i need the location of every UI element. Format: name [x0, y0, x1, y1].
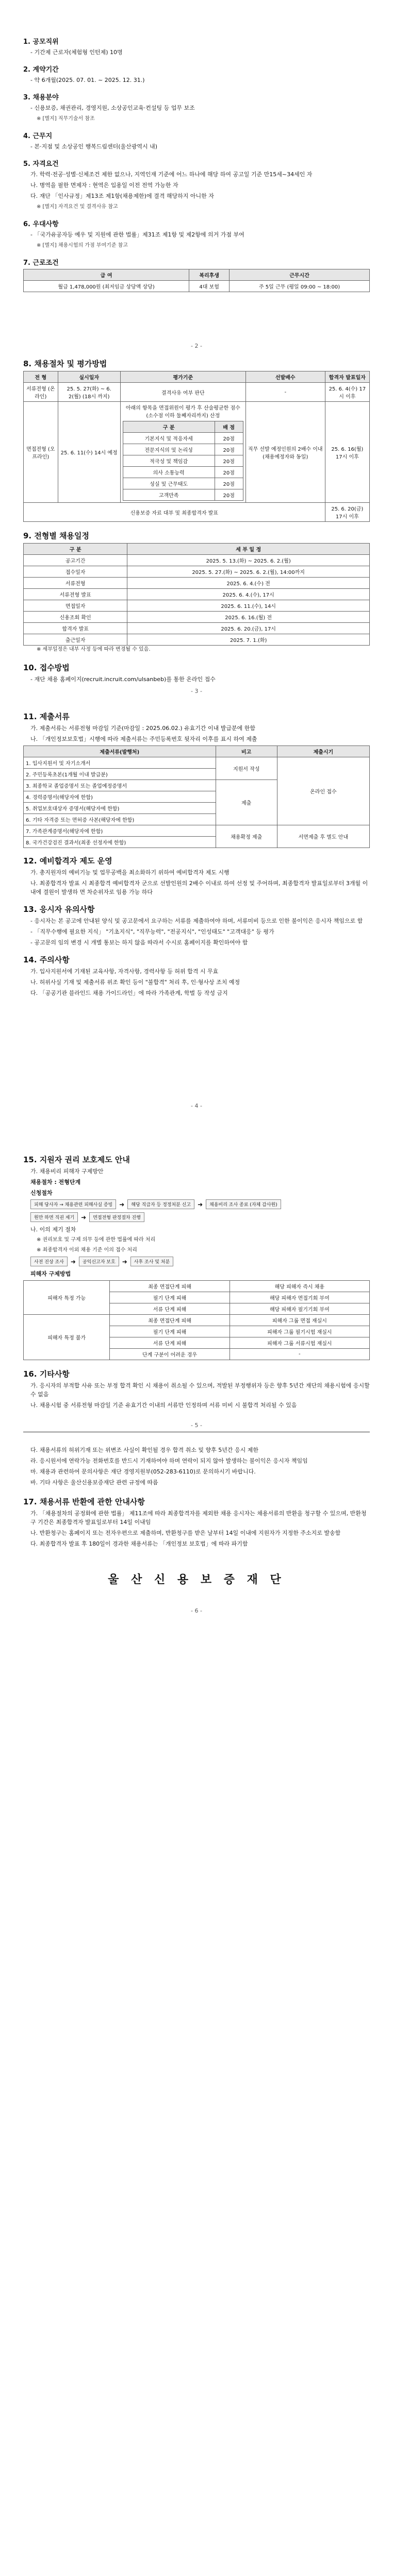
section-item: - 신용보증, 채권관리, 경영지원, 소상공인교육·컨설팅 등 업무 보조	[30, 105, 195, 111]
section-item: 다. 「공공기관 블라인드 채용 가이드라인」에 따라 가족관계, 학벌 등 작성 금지	[30, 990, 228, 996]
criteria-table	[123, 421, 243, 501]
remark: ※ 최종합격자 이외 채용 기준 이의 접수 처리	[37, 1247, 137, 1253]
section-item: - 기간제 근로자(체험형 인턴제) 10명	[30, 49, 123, 56]
table-cell: 단계 구분이 어려운 경우	[110, 1349, 230, 1360]
table-title: 피해자 구제방법	[30, 1270, 71, 1277]
section-item: 다. 재단 「인사규정」제13조 제1항(채용제한)에 결격 해당하지 아니한 자	[30, 193, 214, 199]
section-note: ※ [별지] 자격요건 및 결격사유 참고	[37, 204, 118, 210]
table-cell: 7. 가족관계증명서(해당자에 한함)	[24, 825, 216, 837]
page-number: - 3 -	[191, 688, 202, 694]
table-cell: 제출	[216, 780, 277, 825]
table-cell: -	[230, 1349, 369, 1360]
working-conditions-table	[23, 269, 370, 292]
table-cell: 최종 면접단계 피해	[110, 1315, 230, 1326]
table-cell: 필기 단계 피해	[110, 1326, 230, 1337]
table-cell: 피해자 그룹 서류시험 재실시	[230, 1337, 369, 1349]
page-number: - 6 -	[191, 1607, 202, 1614]
table-cell: 서면제출 후 별도 안내	[277, 825, 369, 848]
table-cell: 기본지식 및 적응자세	[123, 433, 215, 444]
section-item: 가. 제출서류는 서류전형 마감일 기준(마감일 : 2025.06.02.) 유효기간 이내 발급분에 한함	[30, 725, 256, 732]
table-cell: 2025. 6. 4.(수) 전	[127, 578, 370, 589]
table-cell: 해당 피해자 필기기회 부여	[230, 1303, 369, 1315]
table-cell: 출근일자	[24, 634, 127, 646]
table-cell: 서류전형 발표	[24, 589, 127, 600]
table-cell: 20점	[215, 455, 243, 467]
organization-footer: 울 산 신 용 보 증 재 단	[108, 1573, 285, 1586]
page-number: - 2 -	[191, 343, 202, 349]
section-item: - 본·지점 및 소상공인 행복드림센터(울산광역시 내)	[30, 143, 158, 150]
table-cell: 5. 취업보호대상자 증명서(해당자에 한함)	[24, 803, 216, 814]
section-item: 가. 총지원자의 예비기능 및 업무공백을 최소화하기 위하여 예비합격자 제도 시행	[30, 869, 230, 876]
flow-step: 면접전형 판정절차 진행	[89, 1212, 144, 1222]
table-cell: 2025. 6. 11.(수), 14시	[127, 600, 370, 612]
section-heading: 16. 기타사항	[23, 1369, 70, 1379]
table-header: 복리후생	[189, 269, 230, 281]
table-header: 배 점	[215, 421, 243, 433]
table-cell: 20점	[215, 467, 243, 478]
section-item: 나. 「개인정보보호법」시행에 따라 제출서류는 주민등록번호 뒷자리 이후를 표시 하여 제출	[30, 736, 257, 742]
section-item: 다. 최종합격자 발표 후 180일이 경과한 채용서류는 「개인정보 보호법」에 따라 파기함	[30, 1540, 248, 1547]
flow-label: 신청절차	[30, 1190, 53, 1196]
table-cell: 고객만족	[123, 489, 215, 501]
section-heading: 8. 채용절차 및 평가방법	[23, 359, 107, 368]
table-cell: 피해자 그룹 면접 재실시	[230, 1315, 369, 1326]
flow-label: 채용절차 : 전형단계	[30, 1179, 81, 1185]
section-heading: 5. 자격요건	[23, 160, 59, 168]
table-cell: 2025. 5. 27.(화) ~ 2025. 6. 2.(월), 14:00까지	[127, 566, 370, 578]
table-header: 제출서류(발행처)	[24, 746, 216, 757]
arrow-right-icon: ➜	[81, 1213, 87, 1221]
table-cell: -	[245, 383, 325, 402]
table-header: 세 부 일 정	[127, 544, 370, 555]
table-header: 제출시기	[277, 746, 369, 757]
section-heading: 12. 예비합격자 제도 운영	[23, 856, 112, 866]
section-item: 나. 최종합격자 발표 시 최종합격 예비합격자 군으로 선발인원의 2배수 이내로 하여 선정 및 주어하며, 최종합격자 발표일로부터 3개월 이내에 결원이 발생하 면 차순위자로 임용 가능 하다	[30, 880, 368, 895]
table-cell: 채용확정 제출	[216, 825, 277, 848]
flow-step: 채용비리 조사 종료 (자체 감사원)	[206, 1199, 281, 1209]
section-item: 마. 채용과 관련하여 문의사항은 재단 경영지원부(052-283-6110)로 문의하시기 바랍니다.	[30, 1468, 256, 1475]
relief-table	[23, 1280, 370, 1360]
section-heading: 10. 접수방법	[23, 663, 70, 672]
table-cell: 20점	[215, 478, 243, 489]
section-heading: 3. 채용분야	[23, 94, 59, 101]
page-number: - 5 -	[191, 1422, 202, 1429]
arrow-right-icon: ➜	[122, 1258, 127, 1265]
section-item: 나. 허위사실 기재 및 제출서류 위조 확인 등이 "불합격" 처리 후, 인·형사상 조치 예정	[30, 979, 240, 986]
table-header: 비고	[216, 746, 277, 757]
section-item: 다. 채용서류의 허위기재 또는 위변조 사실이 확인될 경우 합격 취소 및 향후 5년간 응시 제한	[30, 1447, 258, 1453]
table-cell: 3. 최종학교 졸업증명서 또는 졸업예정증명서	[24, 780, 216, 791]
section-item: 가. 채용비리 피해자 구제방안	[30, 1168, 104, 1175]
table-header: 구 분	[24, 544, 127, 555]
flow-step: 해당 직급자 등 정정처분 신고	[127, 1199, 194, 1209]
schedule-table	[23, 543, 370, 646]
section-note: ※ [별지] 채용시험의 가점 부여기준 참고	[37, 243, 128, 248]
flow-step: 피해 당사자 → 채용관련 피해사실 증빙	[30, 1199, 116, 1209]
table-cell: 해당 피해자 면접기회 부여	[230, 1292, 369, 1303]
table-cell: 2. 주민등록초본(1개월 이내 발급분)	[24, 769, 216, 780]
flow-step: 원만 하면 직권 제기	[30, 1212, 78, 1222]
section-heading: 13. 응시자 유의사항	[23, 905, 95, 914]
table-cell: 합격자 발표	[24, 623, 127, 634]
section-item: - 약 6개월(2025. 07. 01. ~ 2025. 12. 31.)	[30, 77, 145, 83]
documents-table	[23, 745, 370, 848]
table-cell: 서류 단계 피해	[110, 1337, 230, 1349]
section-heading: 14. 주의사항	[23, 955, 70, 964]
table-header: 실시일자	[58, 371, 120, 383]
page-1-content	[23, 36, 370, 292]
table-cell: 직무 선발 예정인원의 2배수 이내 (채용예정자와 동일)	[245, 402, 325, 503]
section-heading: 7. 근로조건	[23, 259, 59, 267]
table-cell: 주 5일 근무 (평일 09:00 ~ 18:00)	[230, 281, 370, 292]
section-item: - 「국가유공자등 예우 및 지원에 관한 법률」제31조 제1항 및 제2항에 의거 가점 부여	[30, 231, 244, 238]
table-cell: 2025. 6. 16.(월) 전	[127, 612, 370, 623]
section-heading: 1. 공모직위	[23, 38, 59, 46]
table-cell: 의사 소통능력	[123, 467, 215, 478]
flow-step: 공익신고자 보호	[79, 1257, 119, 1266]
table-cell: 피해자 그룹 필기시험 재실시	[230, 1326, 369, 1337]
table-cell: 지원서 작성	[216, 757, 277, 780]
section-heading: 2. 계약기간	[23, 66, 59, 74]
table-cell: 면접일자	[24, 600, 127, 612]
table-cell: 해당 피해자 즉시 채용	[230, 1281, 369, 1292]
table-cell: 필기 단계 피해	[110, 1292, 230, 1303]
table-cell: 25. 6. 4(수) 17시 이후	[325, 383, 369, 402]
table-cell: 2025. 6. 4.(수), 17시	[127, 589, 370, 600]
table-cell: 4대 보험	[189, 281, 230, 292]
section-item: 나. 채용시험 중 서류전형 마감일 기준 유효기간 이내의 서류만 인정하며 서류 미비 시 불합격 처리될 수 있음	[30, 1402, 297, 1409]
table-cell: 결격사유 여부 판단	[120, 383, 245, 402]
relief-flow-2	[30, 1212, 370, 1222]
table-header: 근무시간	[230, 269, 370, 281]
section-item: 바. 기타 사항은 울산신용보증재단 관련 규정에 따름	[30, 1479, 158, 1486]
table-cell: 4. 경력증명서(해당자에 한함)	[24, 791, 216, 803]
table-cell: 25. 6. 20(금) 17시 이후	[325, 503, 369, 522]
section-item: 나. 이의 제기 절차	[30, 1226, 76, 1233]
table-cell: 신용보증 자료 대부 및 최종합격자 발표	[24, 503, 325, 522]
table-cell: 1. 입사지원서 및 자기소개서	[24, 757, 216, 769]
section-item: 나. 반환청구는 홈페이지 또는 전자우편으로 제출하며, 반환청구를 받은 날부터 14일 이내에 지원자가 지정한 주소지로 발송함	[30, 1530, 341, 1536]
table-cell: 전문지식의 및 논리성	[123, 444, 215, 455]
section-item: 라. 응시원서에 연락가능 전화번호를 반드시 기재하여야 하며 연락이 되지 않아 발생하는 불이익은 응시자 책임임	[30, 1458, 308, 1464]
table-cell: 25. 6. 11(수) 14시 예정	[58, 402, 120, 503]
section-item: 가. 응시자의 부적합 사유 또는 부정 합격 확인 시 채용이 취소될 수 있으며, 적발된 부정행위자 등은 향후 5년간 재단의 채용시험에 응시할 수 없음	[30, 1382, 370, 1398]
relief-flow	[30, 1199, 370, 1209]
table-cell: 20점	[215, 444, 243, 455]
table-cell: 25. 6. 16(월) 17시 이후	[325, 402, 369, 503]
section-heading: 15. 지원자 권리 보호제도 안내	[23, 1155, 130, 1164]
table-cell: 6. 기타 자격증 또는 면허증 사본(해당자에 한함)	[24, 814, 216, 825]
section-item: - 응시자는 본 공고에 안내된 양식 및 공고문에서 요구하는 서류를 제출하여야 하며, 서류미비 등으로 인한 불이익은 응시자 책임으로 함	[30, 918, 363, 924]
table-cell: 신용조회 확인	[24, 612, 127, 623]
table-cell: 서류 단계 피해	[110, 1303, 230, 1315]
table-cell	[120, 402, 245, 503]
table-header: 선발배수	[245, 371, 325, 383]
flow-step: 사후 조사 및 처분	[130, 1257, 173, 1266]
table-cell: 8. 국가건강검진 결과서(최종 선정자에 한함)	[24, 837, 216, 848]
section-item: 가. 입사지원서에 기재된 교육사항, 자격사항, 경력사항 등 허위 합격 시 무효	[30, 968, 219, 975]
section-heading: 9. 전형별 채용일정	[23, 531, 90, 540]
table-cell: 성실 및 근무태도	[123, 478, 215, 489]
arrow-right-icon: ➜	[70, 1258, 76, 1265]
table-header: 평가기준	[120, 371, 245, 383]
schedule-note: ※ 세부일정은 내부 사정 등에 따라 변경될 수 있음.	[37, 647, 151, 652]
section-item: 나. 병역을 필한 면제자 : 현역은 입용일 이전 전역 가능한 자	[30, 182, 178, 189]
criteria-desc: 아래의 항목을 면접위원이 평가 후 산술평균한 점수 (소수점 이하 둘째자리까지) 산정	[125, 405, 240, 419]
investigation-flow	[30, 1257, 370, 1266]
arrow-right-icon: ➜	[119, 1200, 125, 1208]
table-cell: 서류전형	[24, 578, 127, 589]
flow-step: 사전 진상 조사	[30, 1257, 68, 1266]
section-heading: 11. 제출서류	[23, 712, 70, 721]
page-4-content	[23, 1154, 370, 1614]
section-note: ※ [별지] 직무기술서 참조	[37, 116, 95, 122]
table-cell: 월급 1,478,000원 (최저임금 상당액 상당)	[24, 281, 189, 292]
section-heading: 17. 채용서류 반환에 관한 안내사항	[23, 1497, 145, 1506]
table-header: 합격자 발표일자	[325, 371, 369, 383]
table-cell: 접수일자	[24, 566, 127, 578]
table-cell: 25. 5. 27(화) ~ 6. 2(월) (18시 까지)	[58, 383, 120, 402]
section-item: 가. 학력·전공·성별·신체조건 제한 없으나, 지역인재 기준에 어느 하나에 해당 하여 공고일 기준 만15세~34세인 자	[30, 171, 313, 178]
section-item: - 재단 채용 홈페이지(recruit.incruit.com/ulsanbeb)를 통한 온라인 접수	[30, 676, 216, 683]
table-cell: 2025. 7. 1.(화)	[127, 634, 370, 646]
table-cell: 20점	[215, 433, 243, 444]
section-item: - 공고문의 임의 변경 시 개별 통보는 하지 않음 따라서 수시로 홈페이지를 확인하여야 함	[30, 939, 248, 946]
table-header: 전 형	[24, 371, 58, 383]
table-cell: 20점	[215, 489, 243, 501]
table-cell: 피해자 특정 가능	[24, 1281, 110, 1315]
section-heading: 6. 우대사항	[23, 221, 59, 228]
section-item: 가. 「채용절차의 공정화에 관한 법률」 제11조에 따라 최종합격자를 제외한 채용 응시자는 채용서류의 반환을 청구할 수 있으며, 반환청구 기간은 최종합격자 발표일로부터 14일 이내임	[30, 1510, 367, 1526]
table-header: 급 여	[24, 269, 189, 281]
table-cell: 적극성 및 책임감	[123, 455, 215, 467]
section-item: - 「직무수행에 필요한 지식」 "기초지식", "직무능력", "전공지식", "인성태도" "고객대응" 등 평가	[30, 928, 274, 935]
section-heading: 4. 근무지	[23, 132, 53, 140]
page-number: - 4 -	[191, 1103, 202, 1109]
table-header: 구 분	[123, 421, 215, 433]
table-cell: 온라인 접수	[277, 757, 369, 825]
table-cell: 피해자 특정 불가	[24, 1315, 110, 1360]
table-cell: 공고기간	[24, 555, 127, 566]
selection-process-table	[23, 371, 370, 522]
table-cell: 면접전형 (오프라인)	[24, 402, 58, 503]
arrow-right-icon: ➜	[198, 1200, 203, 1208]
table-cell: 서류전형 (온라인)	[24, 383, 58, 402]
table-cell: 최종 면접단계 피해	[110, 1281, 230, 1292]
table-cell: 2025. 5. 13.(화) ~ 2025. 6. 2.(월)	[127, 555, 370, 566]
table-cell: 2025. 6. 20.(금), 17시	[127, 623, 370, 634]
page-3-content	[23, 711, 370, 999]
remark: ※ 권리보호 및 구제 의무 등에 관한 법률에 따라 처리	[37, 1237, 156, 1243]
page-4	[0, 1149, 393, 2576]
page-2-content	[23, 358, 370, 686]
